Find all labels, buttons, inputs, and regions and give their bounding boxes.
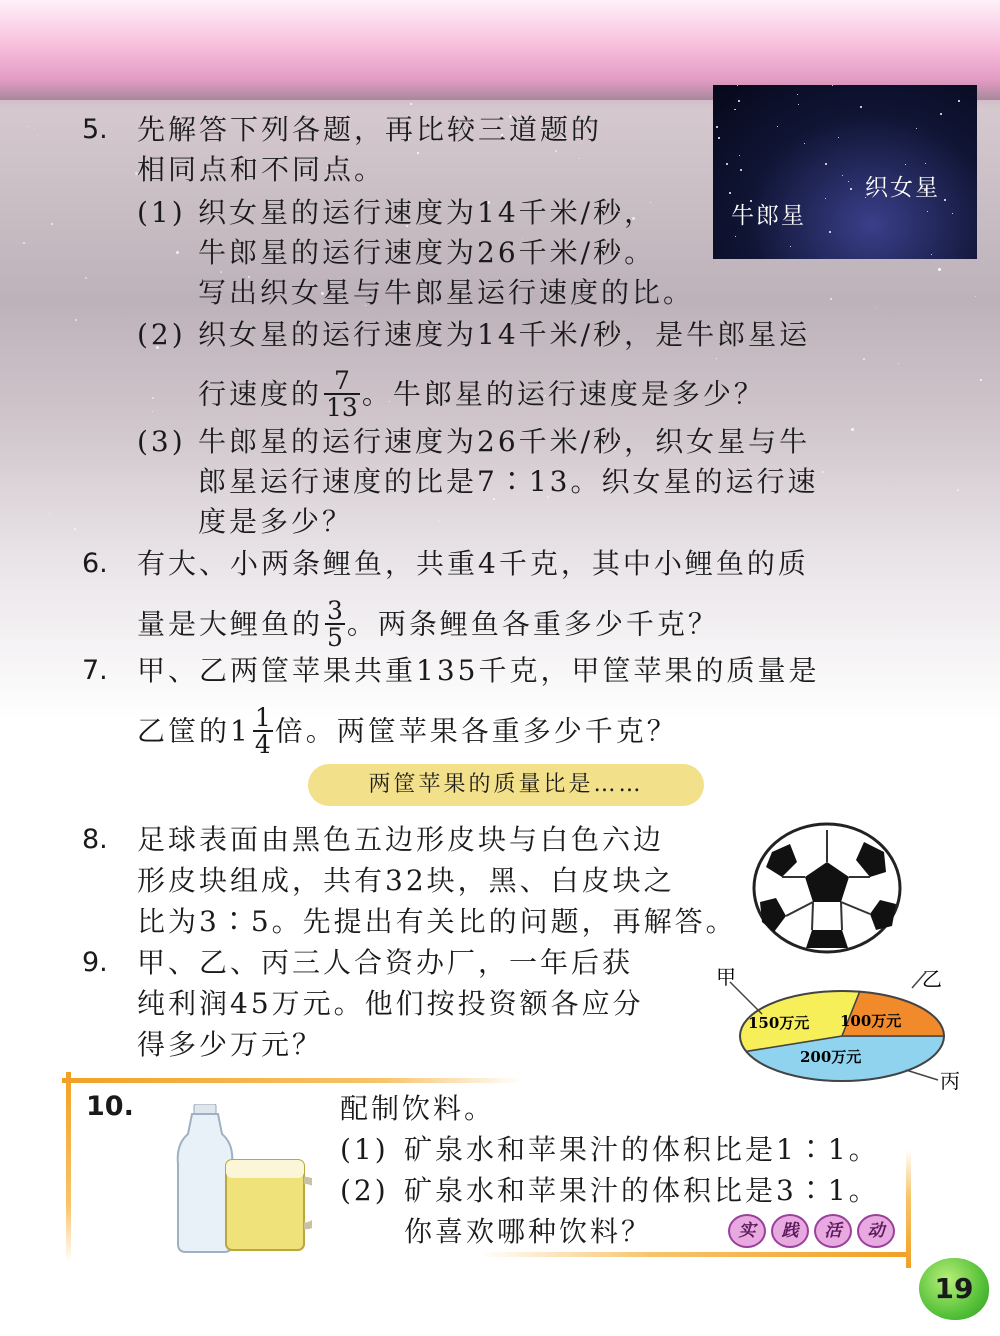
problem-7-number: 7.: [82, 655, 108, 686]
fraction-numerator: 7: [324, 368, 360, 395]
mixed-number-whole: 1: [230, 714, 251, 748]
problem-5-q2-line-2: [198, 366, 765, 422]
problem-10-q1: 矿泉水和苹果汁的体积比是1∶1。: [404, 1133, 880, 1166]
fraction-numerator: 3: [327, 596, 343, 625]
problem-5-q3-line-2: 郎星运行速度的比是7∶13。织女星的运行速: [198, 465, 819, 498]
slice-label-jia: 150万元: [748, 1014, 810, 1032]
photo-star-dot: [729, 192, 731, 194]
fraction-denominator: 13: [326, 393, 358, 422]
slice-label-yi: 100万元: [840, 1012, 902, 1030]
problem-5-q1-line-2: 牛郎星的运行速度为26千米/秒。: [198, 236, 656, 269]
drinks-illustration: [172, 1104, 312, 1254]
fraction-denominator: 4: [254, 730, 271, 759]
problem-5-intro-line-2: 相同点和不同点。: [137, 153, 386, 186]
fraction-1-4: [253, 705, 273, 757]
problem-7-line-2-post: 倍。两筐苹果各重多少千克？: [274, 714, 678, 748]
activity-frame-top: [62, 1078, 522, 1083]
problem-10-q2-tag: (2): [340, 1174, 389, 1207]
star-dot: [957, 489, 959, 491]
problem-6-line-2-post: 。两条鲤鱼各重多少千克？: [346, 607, 719, 641]
slice-label-bing: 200万元: [800, 1048, 862, 1066]
photo-star-dot: [850, 188, 852, 190]
star-dot: [875, 307, 876, 308]
problem-6-line-2-pre: 量是大鲤鱼的: [137, 607, 324, 641]
photo-star-dot: [718, 137, 720, 139]
juice-foam: [226, 1160, 304, 1178]
fraction-denominator: 5: [327, 623, 343, 652]
photo-star-dot: [777, 126, 778, 127]
label-yi: 乙: [922, 967, 942, 991]
photo-star-dot: [952, 213, 953, 214]
star-dot: [75, 319, 77, 321]
photo-star-dot: [738, 100, 740, 102]
photo-star-dot: [848, 181, 849, 182]
star-dot: [417, 152, 419, 154]
badge-dong: 动: [857, 1214, 895, 1248]
star-dot: [822, 471, 824, 473]
fraction-7-13: [324, 368, 360, 420]
problem-7-hint-bubble: 两筐苹果的质量比是……: [308, 764, 704, 806]
altair-label: 牛郎星: [731, 203, 806, 229]
vega-label: 织女星: [865, 175, 940, 201]
star-dot: [975, 296, 976, 297]
problem-6-line-2: [137, 596, 719, 652]
problem-5-q1-line-1: 织女星的运行速度为14千米/秒，: [198, 196, 656, 229]
problem-5-q3-tag: (3): [137, 425, 186, 458]
badge-shi: 实: [728, 1214, 766, 1248]
problem-5-q1-line-3: 写出织女星与牛郎星运行速度的比。: [198, 276, 695, 309]
problem-8-line-1: 足球表面由黑色五边形皮块与白色六边: [137, 823, 665, 856]
photo-star-dot: [931, 254, 932, 255]
photo-star-dot: [726, 163, 728, 165]
star-dot: [439, 520, 440, 521]
photo-star-dot: [825, 163, 827, 165]
problem-5-intro-line-1: 先解答下列各题，再比较三道题的: [137, 113, 603, 146]
problem-5-q2-line-2-post: 。牛郎星的运行速度是多少？: [361, 377, 765, 411]
fraction-numerator: 1: [254, 703, 271, 732]
problem-5-number: 5.: [82, 114, 108, 145]
problem-5-q1-tag: (1): [137, 196, 186, 229]
photo-star-dot: [832, 85, 833, 86]
star-dot: [74, 528, 76, 530]
photo-star-dot: [927, 211, 928, 212]
mug-handle-icon: [304, 1180, 312, 1226]
problem-6-number: 6.: [82, 548, 108, 579]
star-dot: [410, 103, 412, 105]
star-photo: [713, 85, 977, 259]
star-dot: [938, 268, 941, 271]
star-dot: [716, 358, 717, 359]
activity-frame-bottom: [480, 1252, 910, 1257]
problem-5-q2-tag: (2): [137, 318, 186, 351]
photo-star-dot: [825, 198, 826, 199]
water-bottle-icon: [178, 1114, 233, 1252]
star-dot: [49, 513, 50, 514]
photo-star-dot: [838, 137, 839, 138]
star-dot: [23, 242, 25, 244]
problem-10-number: 10.: [86, 1091, 134, 1122]
star-dot: [152, 411, 153, 412]
problem-10-title: 配制饮料。: [340, 1092, 496, 1125]
star-dot: [555, 150, 557, 152]
star-dot: [830, 298, 832, 300]
problem-8-line-2: 形皮块组成，共有32块，黑、白皮块之: [137, 864, 675, 897]
photo-star-dot: [735, 236, 736, 237]
photo-star-dot: [797, 94, 798, 95]
photo-star-dot: [735, 109, 736, 110]
star-dot: [152, 397, 154, 399]
photo-star-dot: [740, 169, 742, 171]
problem-9-number: 9.: [82, 947, 108, 978]
problem-7-line-1: 甲、乙两筐苹果共重135千克，甲筐苹果的质量是: [137, 654, 820, 687]
photo-star-dot: [790, 246, 791, 247]
star-dot: [980, 379, 982, 381]
photo-star-dot: [940, 113, 942, 115]
investment-pie-chart: [716, 962, 976, 1094]
problem-10-q1-tag: (1): [340, 1133, 389, 1166]
photo-star-dot: [958, 100, 960, 102]
photo-star-dot: [842, 175, 843, 176]
problem-8-line-3: 比为3∶5。先提出有关比的问题，再解答。: [137, 905, 737, 938]
star-dot: [27, 126, 28, 127]
fraction-3-5: [325, 598, 345, 650]
bottle-cap-icon: [194, 1104, 216, 1114]
star-dot: [579, 158, 580, 159]
problem-10-q2: 矿泉水和苹果汁的体积比是3∶1。: [404, 1174, 880, 1207]
problem-10-q3: 你喜欢哪种饮料？: [404, 1215, 653, 1248]
problem-9-line-1: 甲、乙、丙三人合资办厂，一年后获: [137, 946, 634, 979]
photo-star-dot: [804, 143, 805, 144]
problem-6-line-1: 有大、小两条鲤鱼，共重4千克，其中小鲤鱼的质: [137, 547, 809, 580]
soccer-ball-icon: [752, 822, 902, 954]
star-dot: [851, 428, 854, 431]
photo-star-dot: [925, 163, 926, 164]
photo-star-dot: [905, 164, 906, 165]
photo-star-dot: [829, 231, 831, 233]
star-dot: [898, 363, 899, 364]
problem-9-line-2: 纯利润45万元。他们按投资额各应分: [137, 987, 644, 1020]
star-dot: [51, 223, 53, 225]
problem-7-line-2-pre: 乙筐的: [137, 714, 231, 748]
photo-star-dot: [716, 126, 718, 128]
badge-huo: 活: [814, 1214, 852, 1248]
label-bing: 丙: [940, 1069, 960, 1093]
problem-8-number: 8.: [82, 824, 108, 855]
star-dot: [37, 135, 38, 136]
problem-5-q3-line-1: 牛郎星的运行速度为26千米/秒，织女星与牛: [198, 425, 811, 458]
problem-5-q3-line-3: 度是多少？: [198, 505, 354, 538]
activity-frame-right: [906, 1150, 911, 1268]
star-dot: [85, 277, 87, 279]
photo-star-dot: [798, 104, 799, 105]
star-dot: [863, 358, 865, 360]
problem-5-q2-line-1: 织女星的运行速度为14千米/秒，是牛郎星运: [198, 318, 811, 351]
photo-star-dot: [916, 128, 917, 129]
photo-star-dot: [737, 85, 738, 86]
photo-star-dot: [734, 109, 735, 110]
page-number-badge: 19: [919, 1258, 989, 1320]
problem-5-q2-line-2-pre: 行速度的: [198, 377, 323, 411]
practice-activity-badges: [728, 1214, 900, 1248]
leader-bing: [906, 1070, 938, 1080]
problem-7-line-2: [137, 703, 678, 759]
label-jia: 甲: [716, 965, 736, 989]
problem-9-line-3: 得多少万元？: [137, 1028, 324, 1061]
photo-star-dot: [860, 106, 862, 108]
photo-star-dot: [739, 155, 740, 156]
activity-frame-left: [66, 1072, 71, 1262]
badge-jian: 践: [771, 1214, 809, 1248]
star-dot: [176, 251, 179, 254]
photo-star-dot: [944, 199, 946, 201]
